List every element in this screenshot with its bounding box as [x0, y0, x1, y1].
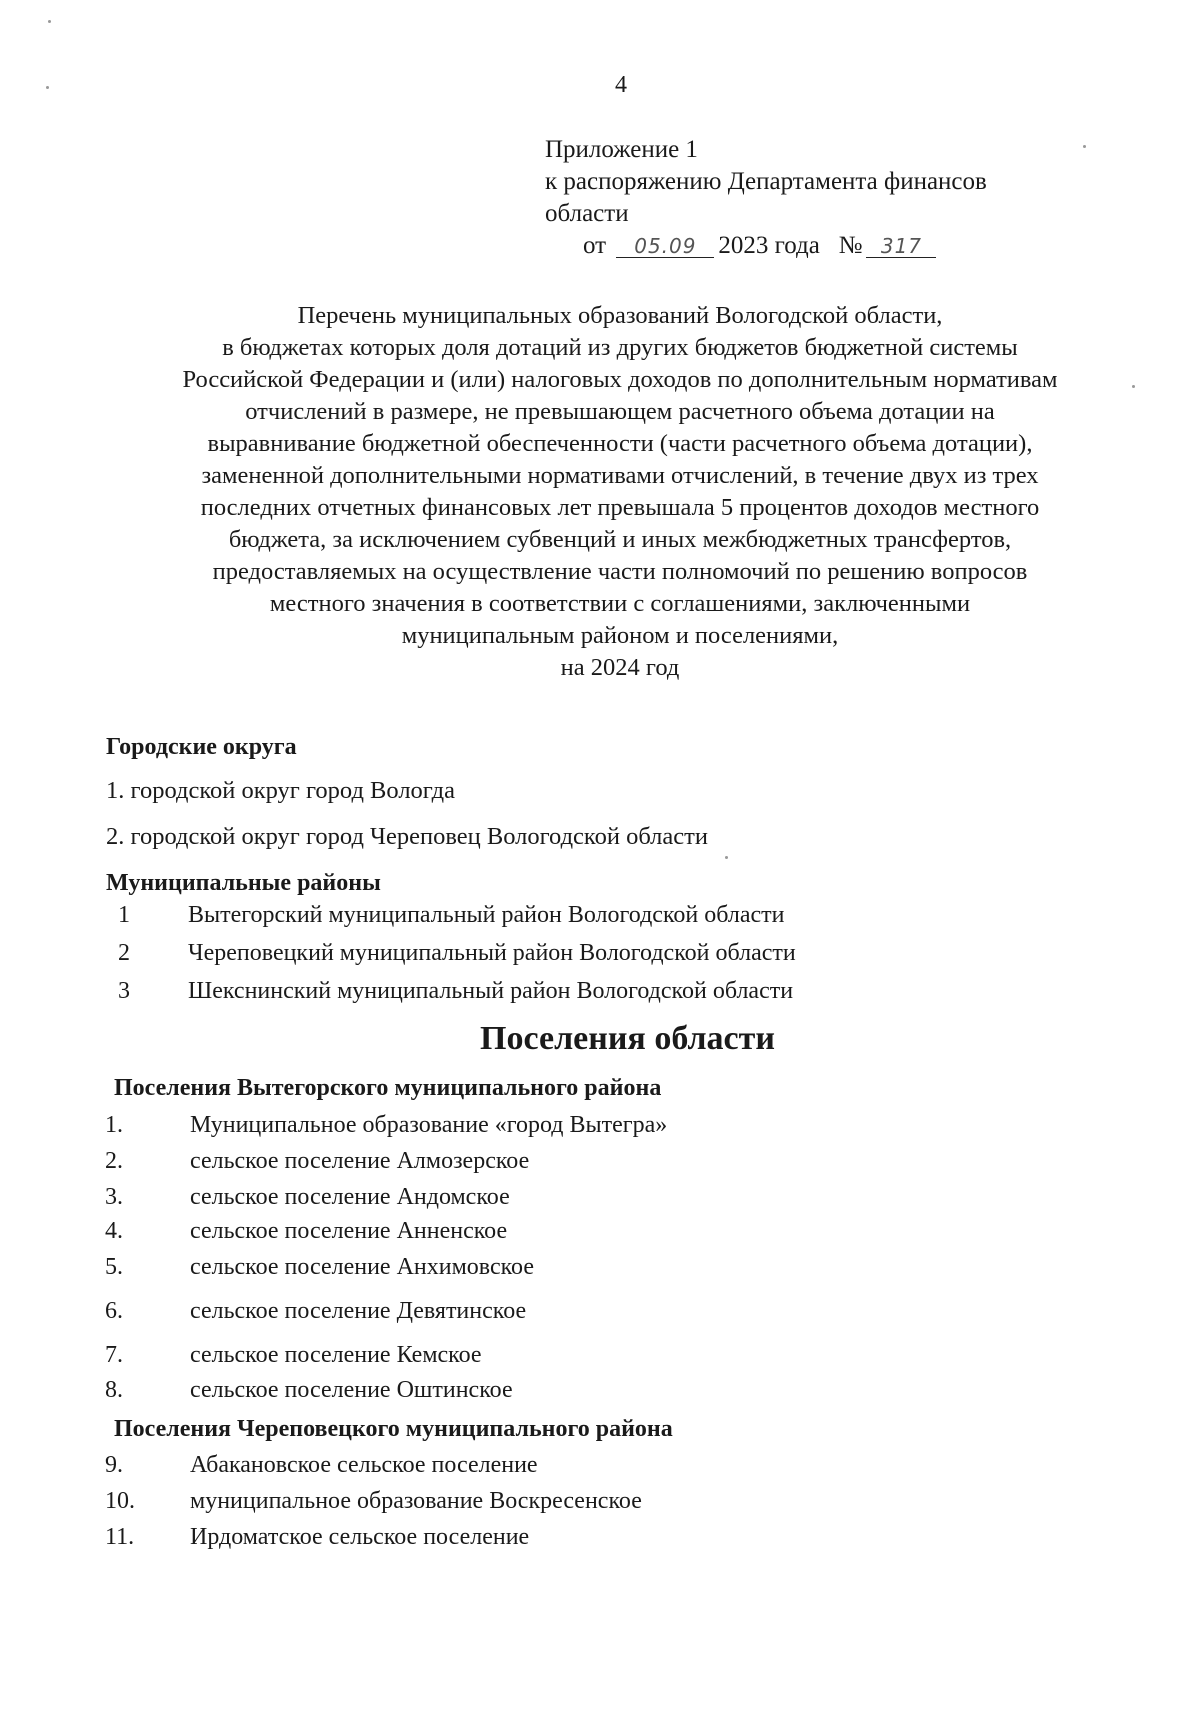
settlement-row [105, 1450, 538, 1480]
urban-district-item: 1. городской округ город Вологда [106, 777, 455, 804]
title-line: предоставляемых на осуществление части полномочий по решению вопросов [212, 558, 1028, 585]
appendix-title: Приложение 1 [545, 136, 698, 163]
settlement-row [105, 1252, 534, 1282]
scan-speck [1083, 145, 1086, 148]
row-name: Череповецкий муниципальный район Вологодской области [188, 940, 796, 966]
row-number: 2 [118, 940, 130, 966]
handwritten-date: 05.09 [616, 235, 714, 258]
row-name: муниципальное образование Воскресенское [190, 1488, 642, 1514]
appendix-block [545, 134, 987, 262]
scan-speck [46, 86, 49, 89]
row-number: 3 [118, 978, 130, 1004]
row-name: сельское поселение Оштинское [190, 1377, 513, 1403]
row-name: сельское поселение Девятинское [190, 1298, 527, 1324]
appendix-date-line [545, 230, 987, 262]
title-line: Перечень муниципальных образований Вологодской области, [297, 302, 943, 329]
row-number: 6. [105, 1298, 123, 1324]
settlement-row [105, 1216, 507, 1246]
row-name: Ирдоматское сельское поселение [190, 1524, 530, 1550]
row-name: сельское поселение Анхимовское [190, 1254, 535, 1280]
scan-speck [1132, 385, 1135, 388]
row-number: 2. [105, 1148, 123, 1174]
row-name: сельское поселение Андомское [190, 1184, 510, 1210]
cherepovets-heading: Поселения Череповецкого муниципального района [114, 1416, 673, 1442]
row-number: 4. [105, 1218, 123, 1244]
title-line: Российской Федерации и (или) налоговых доходов по дополнительным нормативам [182, 366, 1058, 393]
year-text: 2023 года [718, 232, 820, 259]
title-line: на 2024 год [560, 654, 680, 681]
number-sign: № [838, 232, 863, 259]
title-line: выравнивание бюджетной обеспеченности (части расчетного объема дотации), [207, 430, 1033, 457]
row-name: сельское поселение Алмозерское [190, 1148, 530, 1174]
appendix-region-line: области [545, 200, 629, 227]
row-number: 1 [118, 902, 130, 928]
row-number: 7. [105, 1342, 123, 1368]
settlement-row [105, 1110, 667, 1140]
appendix-order-line: к распоряжению Департамента финансов [545, 168, 987, 195]
settlement-row [105, 1486, 642, 1516]
municipal-district-row [118, 976, 793, 1006]
row-number: 1. [105, 1112, 123, 1138]
row-name: сельское поселение Кемское [190, 1342, 482, 1368]
row-number: 3. [105, 1184, 123, 1210]
row-name: сельское поселение Анненское [190, 1218, 508, 1244]
scan-speck [48, 20, 51, 23]
settlement-row [105, 1375, 513, 1405]
settlement-row [105, 1182, 510, 1212]
title-line: местного значения в соответствии с соглашениями, заключенными [269, 590, 971, 617]
page-number: 4 [615, 72, 627, 98]
title-line: в бюджетах которых доля дотаций из других бюджетов бюджетной системы [222, 334, 1018, 361]
row-number: 5. [105, 1254, 123, 1280]
settlement-row [105, 1146, 529, 1176]
title-line: отчислений в размере, не превышающем расчетного объема дотации на [245, 398, 995, 425]
municipal-districts-heading: Муниципальные районы [106, 870, 381, 896]
row-number: 11. [105, 1524, 135, 1550]
municipal-district-row [118, 900, 784, 930]
title-line: бюджета, за исключением субвенций и иных межбюджетных трансфертов, [228, 526, 1012, 553]
urban-districts-heading: Городские округа [106, 734, 297, 760]
row-name: Муниципальное образование «город Вытегра» [190, 1112, 668, 1138]
settlements-heading: Поселения области [480, 1020, 775, 1057]
row-name: Абакановское сельское поселение [190, 1452, 538, 1478]
settlement-row [105, 1522, 529, 1552]
row-number: 10. [105, 1488, 135, 1514]
settlement-row [105, 1296, 526, 1326]
row-name: Вытегорский муниципальный район Вологодской области [188, 902, 785, 928]
handwritten-number: 317 [866, 235, 936, 258]
vytegra-heading: Поселения Вытегорского муниципального района [114, 1075, 662, 1101]
settlement-row [105, 1340, 482, 1370]
document-title [95, 300, 1145, 684]
row-number: 8. [105, 1377, 123, 1403]
urban-district-item: 2. городской округ город Череповец Вологодской области [106, 823, 708, 850]
date-prefix: от [583, 232, 607, 259]
scan-speck [725, 856, 728, 859]
title-line: последних отчетных финансовых лет превышала 5 процентов доходов местного [200, 494, 1040, 521]
municipal-district-row [118, 938, 796, 968]
title-line: замененной дополнительными нормативами отчислений, в течение двух из трех [201, 462, 1039, 489]
title-line: муниципальным районом и поселениями, [401, 622, 839, 649]
row-name: Шекснинский муниципальный район Вологодской области [188, 978, 794, 1004]
row-number: 9. [105, 1452, 123, 1478]
